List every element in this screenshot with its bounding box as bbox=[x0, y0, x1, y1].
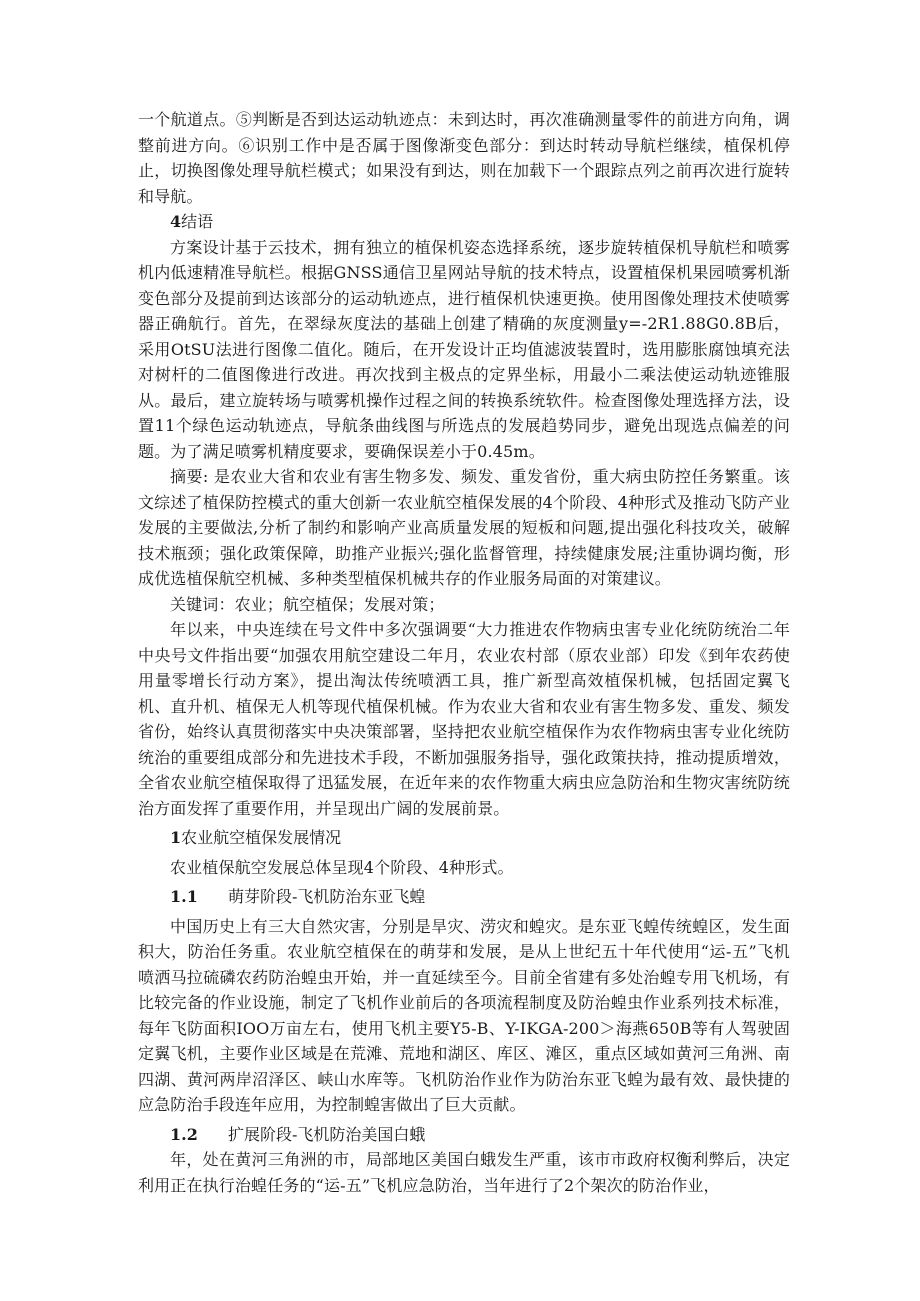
subsection-number: 1.1 bbox=[170, 887, 198, 906]
section-title: 结语 bbox=[181, 212, 214, 231]
subsection-heading-1-1 bbox=[138, 884, 790, 910]
subsection-title: 萌芽阶段-飞机防治东亚飞蝗 bbox=[228, 887, 426, 906]
section-heading-development bbox=[138, 825, 790, 851]
paragraph-overview: 农业植保航空发展总体呈现4个阶段、4种形式。 bbox=[170, 857, 514, 877]
paragraph-abstract: 摘要: 是农业大省和农业有害生物多发、频发、重发省份，重大病虫防控任务繁重。该文综述了植保防控模式的重大创新一农业航空植保发展的4个阶段、4种形式及推动飞防产业发展的主要做法,分析了制约和影响产业高质量发展的短板和问题,提出强化科技攻关，破解技术瓶颈；强化政策保障，助推产业振兴;强化监督管理，持续健康发展;注重协调均衡，形成优选植保航空机械、多种类型植保机械共存的作业服务局面的对策建议。 bbox=[138, 467, 790, 588]
subsection-title: 扩展阶段-飞机防治美国白蛾 bbox=[228, 1124, 426, 1144]
paragraph-keywords: 关键词：农业；航空植保；发展对策； bbox=[170, 594, 445, 614]
section-number: 1 bbox=[170, 828, 182, 847]
paragraph-locust-control: 中国历史上有三大自然灾害，分别是旱灾、涝灾和蝗灾。是东亚飞蝗传统蝗区，发生面积大，防治任务重。农业航空植保在的萌芽和发展，是从上世纪五十年代使用“运-五”飞机喷洒马拉硫磷农药防治蝗虫开始，并一直延续至今。目前全省建有多处治蝗专用飞机场，有比较完备的作业设施，制定了飞机作业前后的各项流程制度及防治蝗虫作业系列技术标准，每年飞防面积IOO万亩左右，使用飞机主要Y5-B、Y-IKGA-200＞海燕650B等有人驾驶固定翼飞机，主要作业区域是在荒滩、荒地和湖区、库区、滩区，重点区域如黄河三角洲、南四湖、黄河两岸沼泽区、峡山水库等。飞机防治作业作为防治东亚飞蝗为最有效、最快捷的应急防治手段连年应用，为控制蝗害做出了巨大贡献。 bbox=[138, 916, 790, 1114]
section-heading-conclusion bbox=[138, 209, 790, 235]
paragraph-introduction: 年以来，中央连续在号文件中多次强调要“大力推进农作物病虫害专业化统防统治二年中央号文件指出要“加强农用航空建设二年月，农业农村部（原农业部）印发《到年农药使用量零增长行动方案》，提出淘汰传统喷洒工具，推广新型高效植保机械，包括固定翼飞机、直升机、植保无人机等现代植保机械。作为农业大省和农业有害生物多发、重发、频发省份，始终认真贯彻落实中央决策部署，坚持把农业航空植保作为农作物病虫害专业化统防统治的重要组成部分和先进技术手段，不断加强服务指导，强化政策扶持，推动提质增效，全省农业航空植保取得了迅猛发展，在近年来的农作物重大病虫应急防治和生物灾害统防统治方面发挥了重要作用，并呈现出广阔的发展前景。 bbox=[138, 620, 790, 818]
paragraph-conclusion: 方案设计基于云技术，拥有独立的植保机姿态选择系统，逐步旋转植保机导航栏和喷雾机内低速精准导航栏。根据GNSS通信卫星网站导航的技术特点，设置植保机果园喷雾机渐变色部分及提前到达该部分的运动轨迹点，进行植保机快速更换。使用图像处理技术使喷雾器正确航行。首先，在翠绿灰度法的基础上创建了精确的灰度测量y=-2R1.88G0.8B后，采用OtSU法进行图像二值化。随后，在开发设计正均值滤波装置时，选用膨胀腐蚀填充法对树杆的二值图像进行改进。再次找到主极点的定界坐标，用最小二乘法使运动轨迹锥服从。最后，建立旋转场与喷雾机操作过程之间的转换系统软件。检查图像处理选择方法，设置11个绿色运动轨迹点，导航条曲线图与所选点的发展趋势同步，避免出现选点偏差的问题。为了满足喷雾机精度要求，要确保误差小于0.45m。 bbox=[138, 237, 790, 461]
subsection-heading-1-2 bbox=[138, 1122, 790, 1148]
section-number: 4 bbox=[170, 212, 182, 231]
paragraph-navigation-steps: 一个航道点。⑤判断是否到达运动轨迹点：未到达时，再次准确测量零件的前进方向角，调整前进方向。⑥识别工作中是否属于图像渐变色部分：到达时转动导航栏继续，植保机停止，切换图像处理导航栏模式；如果没有到达，则在加载下一个跟踪点列之前再次进行旋转和导航。 bbox=[138, 110, 790, 206]
document-body bbox=[138, 107, 790, 1198]
paragraph-white-moth: 年，处在黄河三角洲的市，局部地区美国白蛾发生严重，该市市政府权衡利弊后，决定利用正在执行治蝗任务的“运-五”飞机应急防治，当年进行了2个架次的防治作业， bbox=[138, 1150, 790, 1195]
subsection-number: 1.2 bbox=[170, 1124, 198, 1144]
section-title: 农业航空植保发展情况 bbox=[181, 828, 342, 847]
